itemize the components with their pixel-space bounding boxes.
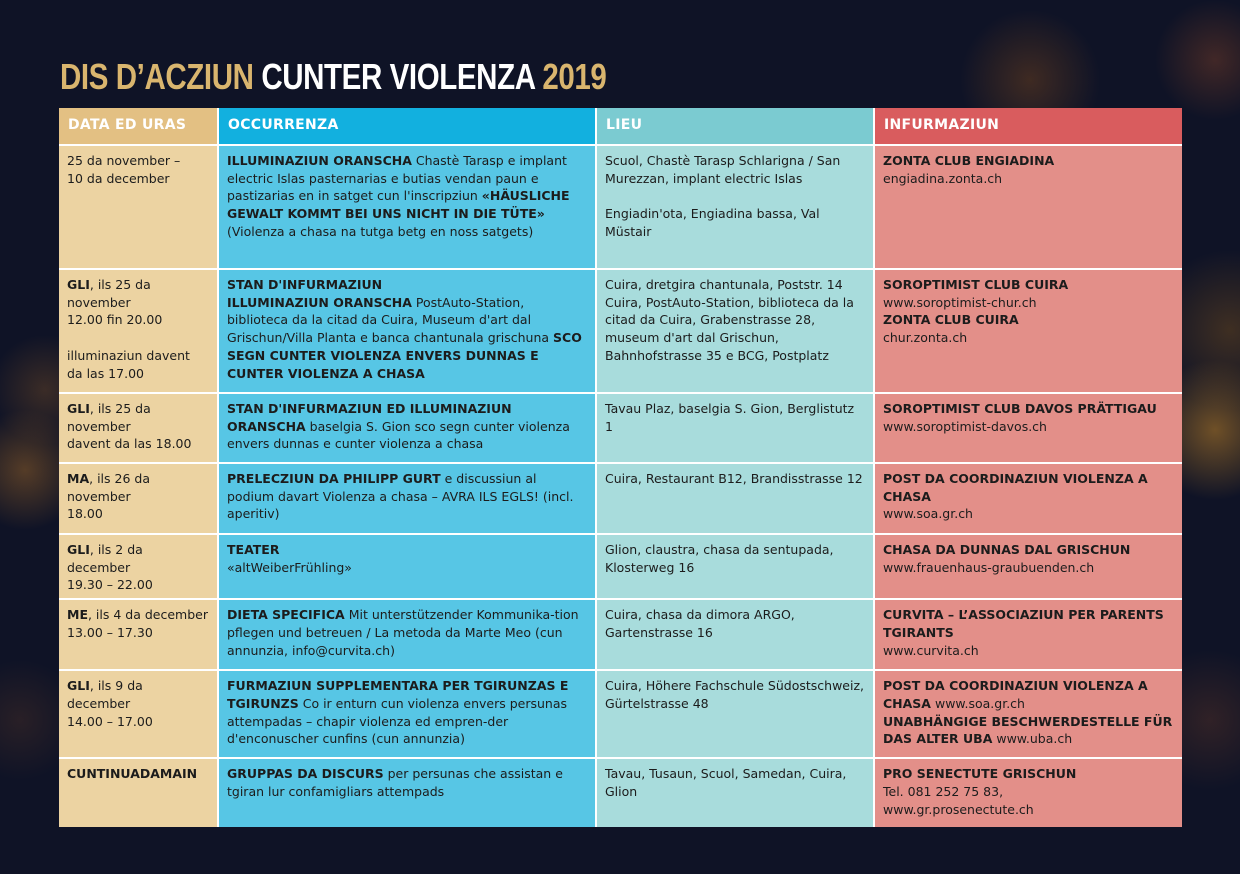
date-line: 19.30 – 22.00: [67, 577, 153, 593]
date-line: , ils 25 da november: [67, 401, 151, 434]
event-title: PRELECZIUN DA PHILIPP GURT: [227, 471, 441, 486]
event-cell: [218, 534, 596, 599]
info-website: www.soa.gr.ch: [931, 695, 1025, 711]
event-cell: [218, 599, 596, 670]
date-cell: [59, 534, 218, 599]
place-text: Cuira, Restaurant B12, Brandisstrasse 12: [605, 471, 863, 486]
info-phone: Tel. 081 252 75 83,: [883, 783, 1004, 799]
event-title: ILLUMINAZIUN ORANSCHA: [227, 294, 412, 310]
event-cell: [218, 463, 596, 534]
info-website: www.uba.ch: [992, 731, 1073, 747]
date-line: 12.00 fin 20.00: [67, 312, 163, 328]
event-title: ILLUMINAZIUN ORANSCHA: [227, 153, 412, 168]
place-cell: [596, 758, 874, 827]
date-line: 10 da december: [67, 170, 170, 186]
info-cell: [874, 670, 1182, 758]
place-text: Scuol, Chastè Tarasp Schlarigna / San Murezzan, implant electric Islas: [605, 153, 841, 186]
info-organisation: SOROPTIMIST CLUB DAVOS PRÄTTIGAU: [883, 401, 1157, 416]
info-cell: [874, 269, 1182, 393]
header-event: OCCURRENZA: [218, 108, 596, 145]
date-line: , ils 25 da november: [67, 277, 151, 310]
info-organisation: PRO SENECTUTE GRISCHUN: [883, 766, 1077, 782]
place-cell: [596, 463, 874, 534]
event-cell: [218, 393, 596, 463]
date-line: , ils 4 da december: [87, 607, 208, 623]
info-cell: [874, 463, 1182, 534]
table-row: [59, 145, 1182, 269]
place-text: Glion, claustra, chasa da sentupada, Klosterweg 16: [605, 542, 834, 575]
place-text: Cuira, Höhere Fachschule Südostschweiz, Gürtelstrasse 48: [605, 678, 865, 711]
info-cell: [874, 145, 1182, 269]
place-cell: [596, 534, 874, 599]
date-line: , ils 26 da november: [67, 471, 150, 504]
date-cell: [59, 463, 218, 534]
date-weekday: GLI: [67, 678, 90, 694]
date-line: 14.00 – 17.00: [67, 713, 153, 729]
event-highlight: SCO SEGN CUNTER VIOLENZA ENVERS DUNNAS E CUNTER VIOLENZA A CHASA: [227, 330, 582, 381]
info-website: chur.zonta.ch: [883, 330, 968, 346]
info-cell: [874, 534, 1182, 599]
date-cell: [59, 145, 218, 269]
events-table: [59, 108, 1182, 827]
date-cell: [59, 393, 218, 463]
info-website: www.soa.gr.ch: [883, 506, 973, 522]
info-cell: [874, 599, 1182, 670]
info-organisation: CURVITA – L’ASSOCIAZIUN PER PARENTS TGIRANTS: [883, 607, 1164, 640]
date-cell: [59, 269, 218, 393]
place-cell: [596, 393, 874, 463]
info-cell: [874, 758, 1182, 827]
place-cell: [596, 145, 874, 269]
event-title: TEATER: [227, 542, 280, 557]
info-website: www.curvita.ch: [883, 642, 979, 658]
info-website: www.soroptimist-davos.ch: [883, 418, 1047, 434]
date-line: illuminaziun davent da las 17.00: [67, 347, 190, 381]
event-highlight: «HÄUSLICHE GEWALT KOMMT BEI UNS NICHT IN DIE TÜTE»: [227, 188, 570, 222]
place-text: Cuira, chasa da dimora ARGO, Gartenstrasse 16: [605, 607, 795, 640]
table-row: [59, 670, 1182, 758]
event-title: FURMAZIUN SUPPLEMENTARA PER TGIRUNZAS E TGIRUNZS: [227, 678, 569, 711]
date-cell: [59, 599, 218, 670]
info-website: www.frauenhaus-graubuenden.ch: [883, 559, 1095, 575]
header-info: INFURMAZIUN: [874, 108, 1182, 145]
title-part-2: CUNTER VIOLENZA: [261, 56, 535, 97]
date-weekday: MA: [67, 471, 90, 486]
table-row: [59, 463, 1182, 534]
table-row: [59, 758, 1182, 827]
event-title: STAN D'INFURMAZIUN ED ILLUMINAZIUN ORANSCHA: [227, 401, 512, 434]
place-text: Tavau Plaz, baselgia S. Gion, Berglistutz 1: [605, 401, 855, 434]
date-cell: [59, 758, 218, 827]
title-part-1: DIS D’ACZIUN: [60, 56, 254, 97]
place-text: Tavau, Tusaun, Scuol, Samedan, Cuira, Glion: [605, 766, 847, 799]
date-line: 25 da november –: [67, 153, 181, 168]
title-year: 2019: [542, 56, 607, 97]
info-cell: [874, 393, 1182, 463]
date-weekday: GLI: [67, 277, 90, 292]
place-cell: [596, 269, 874, 393]
date-cell: [59, 670, 218, 758]
info-organisation: POST DA COORDINAZIUN VIOLENZA A CHASA: [883, 471, 1148, 504]
info-organisation: CHASA DA DUNNAS DAL GRISCHUN: [883, 542, 1131, 557]
event-cell: [218, 758, 596, 827]
event-cell: [218, 670, 596, 758]
event-title: DIETA SPECIFICA: [227, 607, 345, 623]
table-row: [59, 393, 1182, 463]
header-date: DATA ED URAS: [59, 108, 218, 145]
event-text: Chastè Tarasp e implant electric Islas pasternarias e butias vendan paun e pastizarias en in satget cun l'inscripziun: [227, 153, 567, 204]
info-organisation: UNABHÄNGIGE BESCHWERDESTELLE FÜR DAS ALTER UBA: [883, 713, 1173, 747]
date-line: davent da las 18.00: [67, 436, 192, 452]
place-text: Engiadin'ota, Engiadina bassa, Val Müstair: [605, 206, 820, 239]
info-organisation: POST DA COORDINAZIUN VIOLENZA A CHASA: [883, 678, 1148, 711]
event-title: STAN D'INFURMAZIUN: [227, 277, 383, 292]
date-line: , ils 9 da december: [67, 678, 143, 711]
date-weekday: ME: [67, 607, 88, 623]
info-website: engiadina.zonta.ch: [883, 170, 1003, 186]
event-text: baselgia S. Gion sco segn cunter violenza envers dunnas e cunter violenza a chasa: [227, 418, 570, 452]
place-text: Cuira, dretgira chantunala, Poststr. 14 Cuira, PostAuto-Station, biblioteca da la citad da Cuira, Grabenstrasse 28, museum d'art dal Grischun, Bahnhofstrasse 35 e BCG, Postplatz: [605, 277, 854, 363]
date-weekday: GLI: [67, 542, 90, 557]
event-text: per persunas che assistan e tgiran lur confamigliars attempads: [227, 766, 563, 799]
header-place: LIEU: [596, 108, 874, 145]
place-cell: [596, 599, 874, 670]
info-website: www.gr.prosenectute.ch: [883, 801, 1034, 817]
event-text: PostAuto-Station, biblioteca da la citad da Cuira, Museum d'art dal Grischun/Villa Planta e banca chantunala grischuna: [227, 294, 554, 346]
event-cell: [218, 145, 596, 269]
page-title: [60, 56, 606, 98]
event-text: «altWeiberFrühling»: [227, 559, 352, 575]
info-website: www.soroptimist-chur.ch: [883, 294, 1037, 310]
event-cell: [218, 269, 596, 393]
event-title: GRUPPAS DA DISCURS: [227, 766, 384, 782]
table-row: [59, 534, 1182, 599]
date-line: 13.00 – 17.30: [67, 624, 153, 640]
event-text: e discussiun al podium davart Violenza a chasa – AVRA ILS EGLS! (incl. aperitiv): [227, 471, 574, 522]
table-row: [59, 269, 1182, 393]
table-header-row: [59, 108, 1182, 145]
info-organisation: SOROPTIMIST CLUB CUIRA: [883, 277, 1069, 292]
table-row: [59, 599, 1182, 670]
info-organisation: ZONTA CLUB ENGIADINA: [883, 153, 1055, 168]
info-organisation: ZONTA CLUB CUIRA: [883, 312, 1019, 328]
date-line: , ils 2 da december: [67, 542, 143, 575]
date-weekday: CUNTINUADAMAIN: [67, 766, 198, 782]
date-line: 18.00: [67, 506, 103, 522]
event-text: Co ir enturn cun violenza envers persunas attempadas – chapir violenza ed empren-der d'enconuscher cunfins (cun annunzia): [227, 695, 568, 747]
place-cell: [596, 670, 874, 758]
event-text: Mit unterstützender Kommunika-tion pflegen und betreuen / La metoda da Marte Meo (cun annunzia, info@curvita.ch): [227, 607, 579, 658]
date-weekday: GLI: [67, 401, 90, 416]
event-text: (Violenza a chasa na tutga betg en noss satgets): [227, 223, 534, 239]
